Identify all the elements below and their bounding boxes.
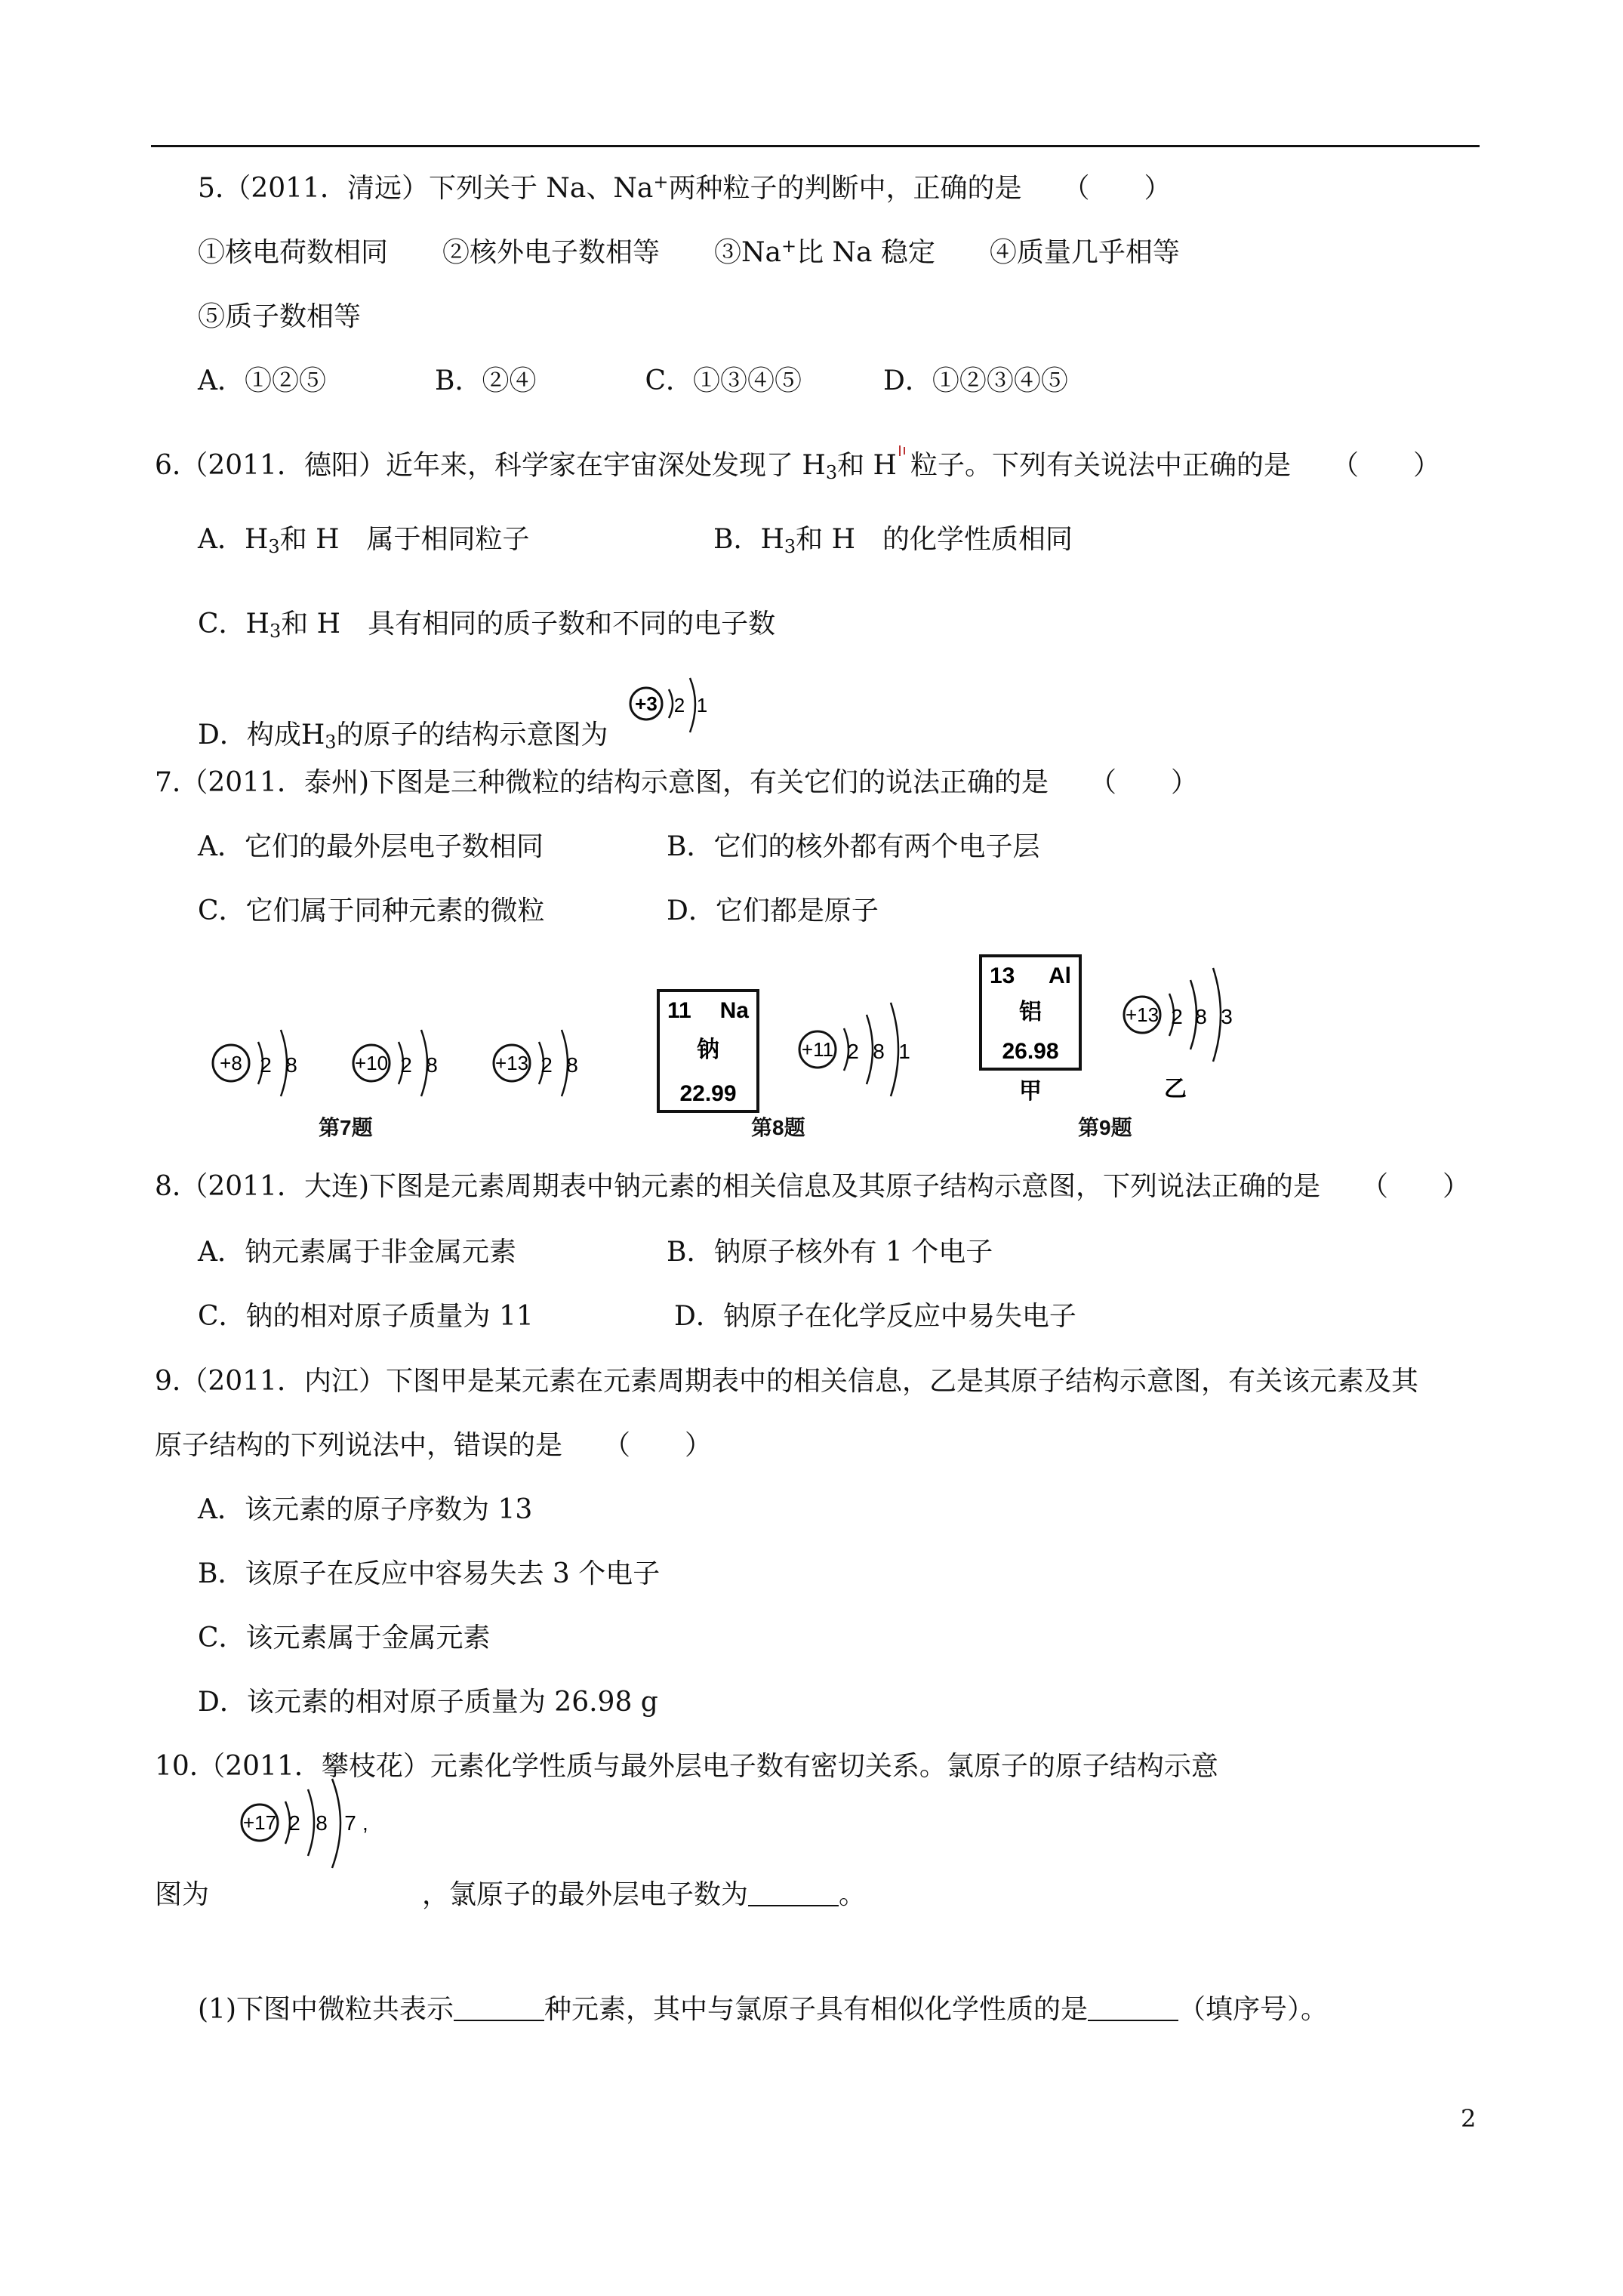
atomic-number: 11	[667, 998, 691, 1023]
q9-option-a: A．该元素的原子序数为 13	[198, 1494, 533, 1525]
q5-statements-2: ⑤质子数相等	[198, 301, 362, 332]
shell-electrons: 8	[285, 1053, 297, 1077]
shell-electrons: 2	[1171, 1005, 1183, 1028]
q10-sub1: (1)下图中微粒共表示 种元素，其中与氯原子具有相似化学性质的是 （填序号）。	[198, 1994, 1329, 2025]
shell-electrons: 8	[566, 1053, 578, 1077]
header-rule	[151, 145, 1480, 147]
q9-stem-line2: 原子结构的下列说法中，错误的是 （ ）	[155, 1430, 713, 1461]
q7-option-c: C．它们属于同种元素的微粒	[198, 895, 545, 926]
shell-electrons: 2	[847, 1040, 859, 1063]
cl-atom-diagram	[233, 1776, 383, 1877]
element-name: 钠	[697, 1037, 719, 1062]
q9-option-c: C．该元素属于金属元素	[198, 1623, 491, 1653]
fig7-ions	[204, 1019, 611, 1113]
fig8-sodium	[655, 988, 935, 1126]
q6-stem: 6.（2011．德阳）近年来，科学家在宇宙深处发现了 $H_3$和 H 粒子。下列有关说法中正确的是 （ ）	[155, 445, 1440, 482]
q7-option-d: D．它们都是原子	[667, 895, 879, 926]
q7-option-b: B．它们的核外都有两个电子层	[667, 831, 1040, 862]
shell-electrons: 7	[344, 1811, 356, 1835]
q8-option-d: D．钠原子在化学反应中易失电子	[674, 1301, 1076, 1332]
shell-electrons: 8	[316, 1811, 328, 1835]
q5-statements-1: ①核电荷数相同 ②核外电子数相等 ③Na+比 Na 稳定 ④质量几乎相等	[198, 236, 1180, 268]
shell-electrons: 2	[260, 1053, 272, 1077]
q8-stem: 8.（2011．大连)下图是元素周期表中钠元素的相关信息及其原子结构示意图，下列说法正确的是 （ ）	[155, 1171, 1471, 1202]
q8-option-c: C．钠的相对原子质量为 11	[198, 1301, 534, 1332]
element-symbol: Al	[1049, 963, 1071, 988]
shell-electrons: 2	[673, 694, 685, 717]
shell-electrons: 1	[898, 1040, 910, 1063]
q10-line2: 图为 ，氯原子的最外层电子数为 。	[155, 1879, 867, 1910]
shell-electrons: 2	[540, 1053, 553, 1077]
answer-blank[interactable]	[748, 1882, 839, 1906]
trailing-comma: ,	[362, 1811, 368, 1835]
shell-electrons: 1	[696, 694, 708, 717]
shell-electrons: 2	[288, 1811, 300, 1835]
q9-option-b: B．该原子在反应中容易失去 3 个电子	[198, 1558, 661, 1589]
fig8-caption: 第8题	[751, 1116, 805, 1139]
q8-option-b: B．钠原子核外有 1 个电子	[667, 1237, 993, 1268]
fig7-caption: 第7题	[319, 1116, 373, 1139]
q6-option-a: A．$H_3$和 H 属于相同粒子	[198, 524, 530, 557]
shell-electrons: 8	[426, 1053, 438, 1077]
answer-blank[interactable]	[1088, 1997, 1178, 2021]
q8-option-a: A．钠元素属于非金属元素	[198, 1237, 516, 1268]
nucleus-charge: +3	[635, 692, 658, 715]
q6-option-b: B．$H_3$和 H 的化学性质相同	[713, 524, 1073, 557]
shell-electrons: 8	[873, 1040, 885, 1063]
shell-electrons: 8	[1195, 1005, 1207, 1028]
nucleus-charge: +8	[220, 1052, 242, 1074]
q7-option-a: A．它们的最外层电子数相同	[198, 831, 544, 862]
cell-label: 甲	[1019, 1079, 1042, 1104]
atomic-mass: 22.99	[679, 1081, 737, 1106]
nucleus-charge: +13	[494, 1052, 529, 1074]
shell-electrons: 3	[1221, 1005, 1233, 1028]
nucleus-charge: +17	[242, 1811, 277, 1834]
element-symbol: Na	[719, 998, 749, 1023]
fig9-caption: 第9题	[1078, 1116, 1132, 1139]
q6-option-c: C．$H_3$和 H 具有相同的质子数和不同的电子数	[198, 609, 776, 642]
shell-electrons: 2	[400, 1053, 412, 1077]
atom-label: 乙	[1164, 1077, 1187, 1102]
q9-stem-line1: 9.（2011．内江）下图甲是某元素在元素周期表中的相关信息，乙是其原子结构示意图，有关该元素及其	[155, 1366, 1418, 1397]
page-number: 2	[1461, 2104, 1477, 2133]
answer-blank[interactable]	[454, 1997, 544, 2021]
nucleus-charge: +11	[801, 1038, 834, 1061]
q5-options: A．①②⑤ B．②④ C．①③④⑤ D．①②③④⑤	[198, 365, 1068, 396]
q7-stem: 7.（2011．泰州)下图是三种微粒的结构示意图，有关它们的说法正确的是 （ ）	[155, 767, 1199, 798]
shell-arc	[669, 689, 673, 718]
q10-stem: 10.（2011．攀枝花）元素化学性质与最外层电子数有密切关系。氯原子的原子结构示意	[155, 1751, 1218, 1782]
q5-stem: 5.（2011．清远）下列关于 Na、Na+两种粒子的判断中，正确的是 （ ）	[198, 171, 1172, 204]
h-superscript-mark	[897, 445, 910, 465]
atomic-number: 13	[990, 963, 1015, 988]
q9-option-d: D．该元素的相对原子质量为 26.98 g	[198, 1687, 658, 1718]
nucleus-charge: +10	[354, 1052, 389, 1074]
fig9-aluminium	[978, 953, 1249, 1107]
nucleus-charge: +13	[1125, 1003, 1160, 1026]
shell-arc	[690, 678, 695, 732]
atomic-mass: 26.98	[1002, 1039, 1059, 1064]
element-name: 铝	[1019, 1000, 1042, 1025]
q6-option-d: D．构成$H_3$的原子的结构示意图为	[198, 720, 608, 753]
h3-atom-diagram	[621, 670, 734, 749]
